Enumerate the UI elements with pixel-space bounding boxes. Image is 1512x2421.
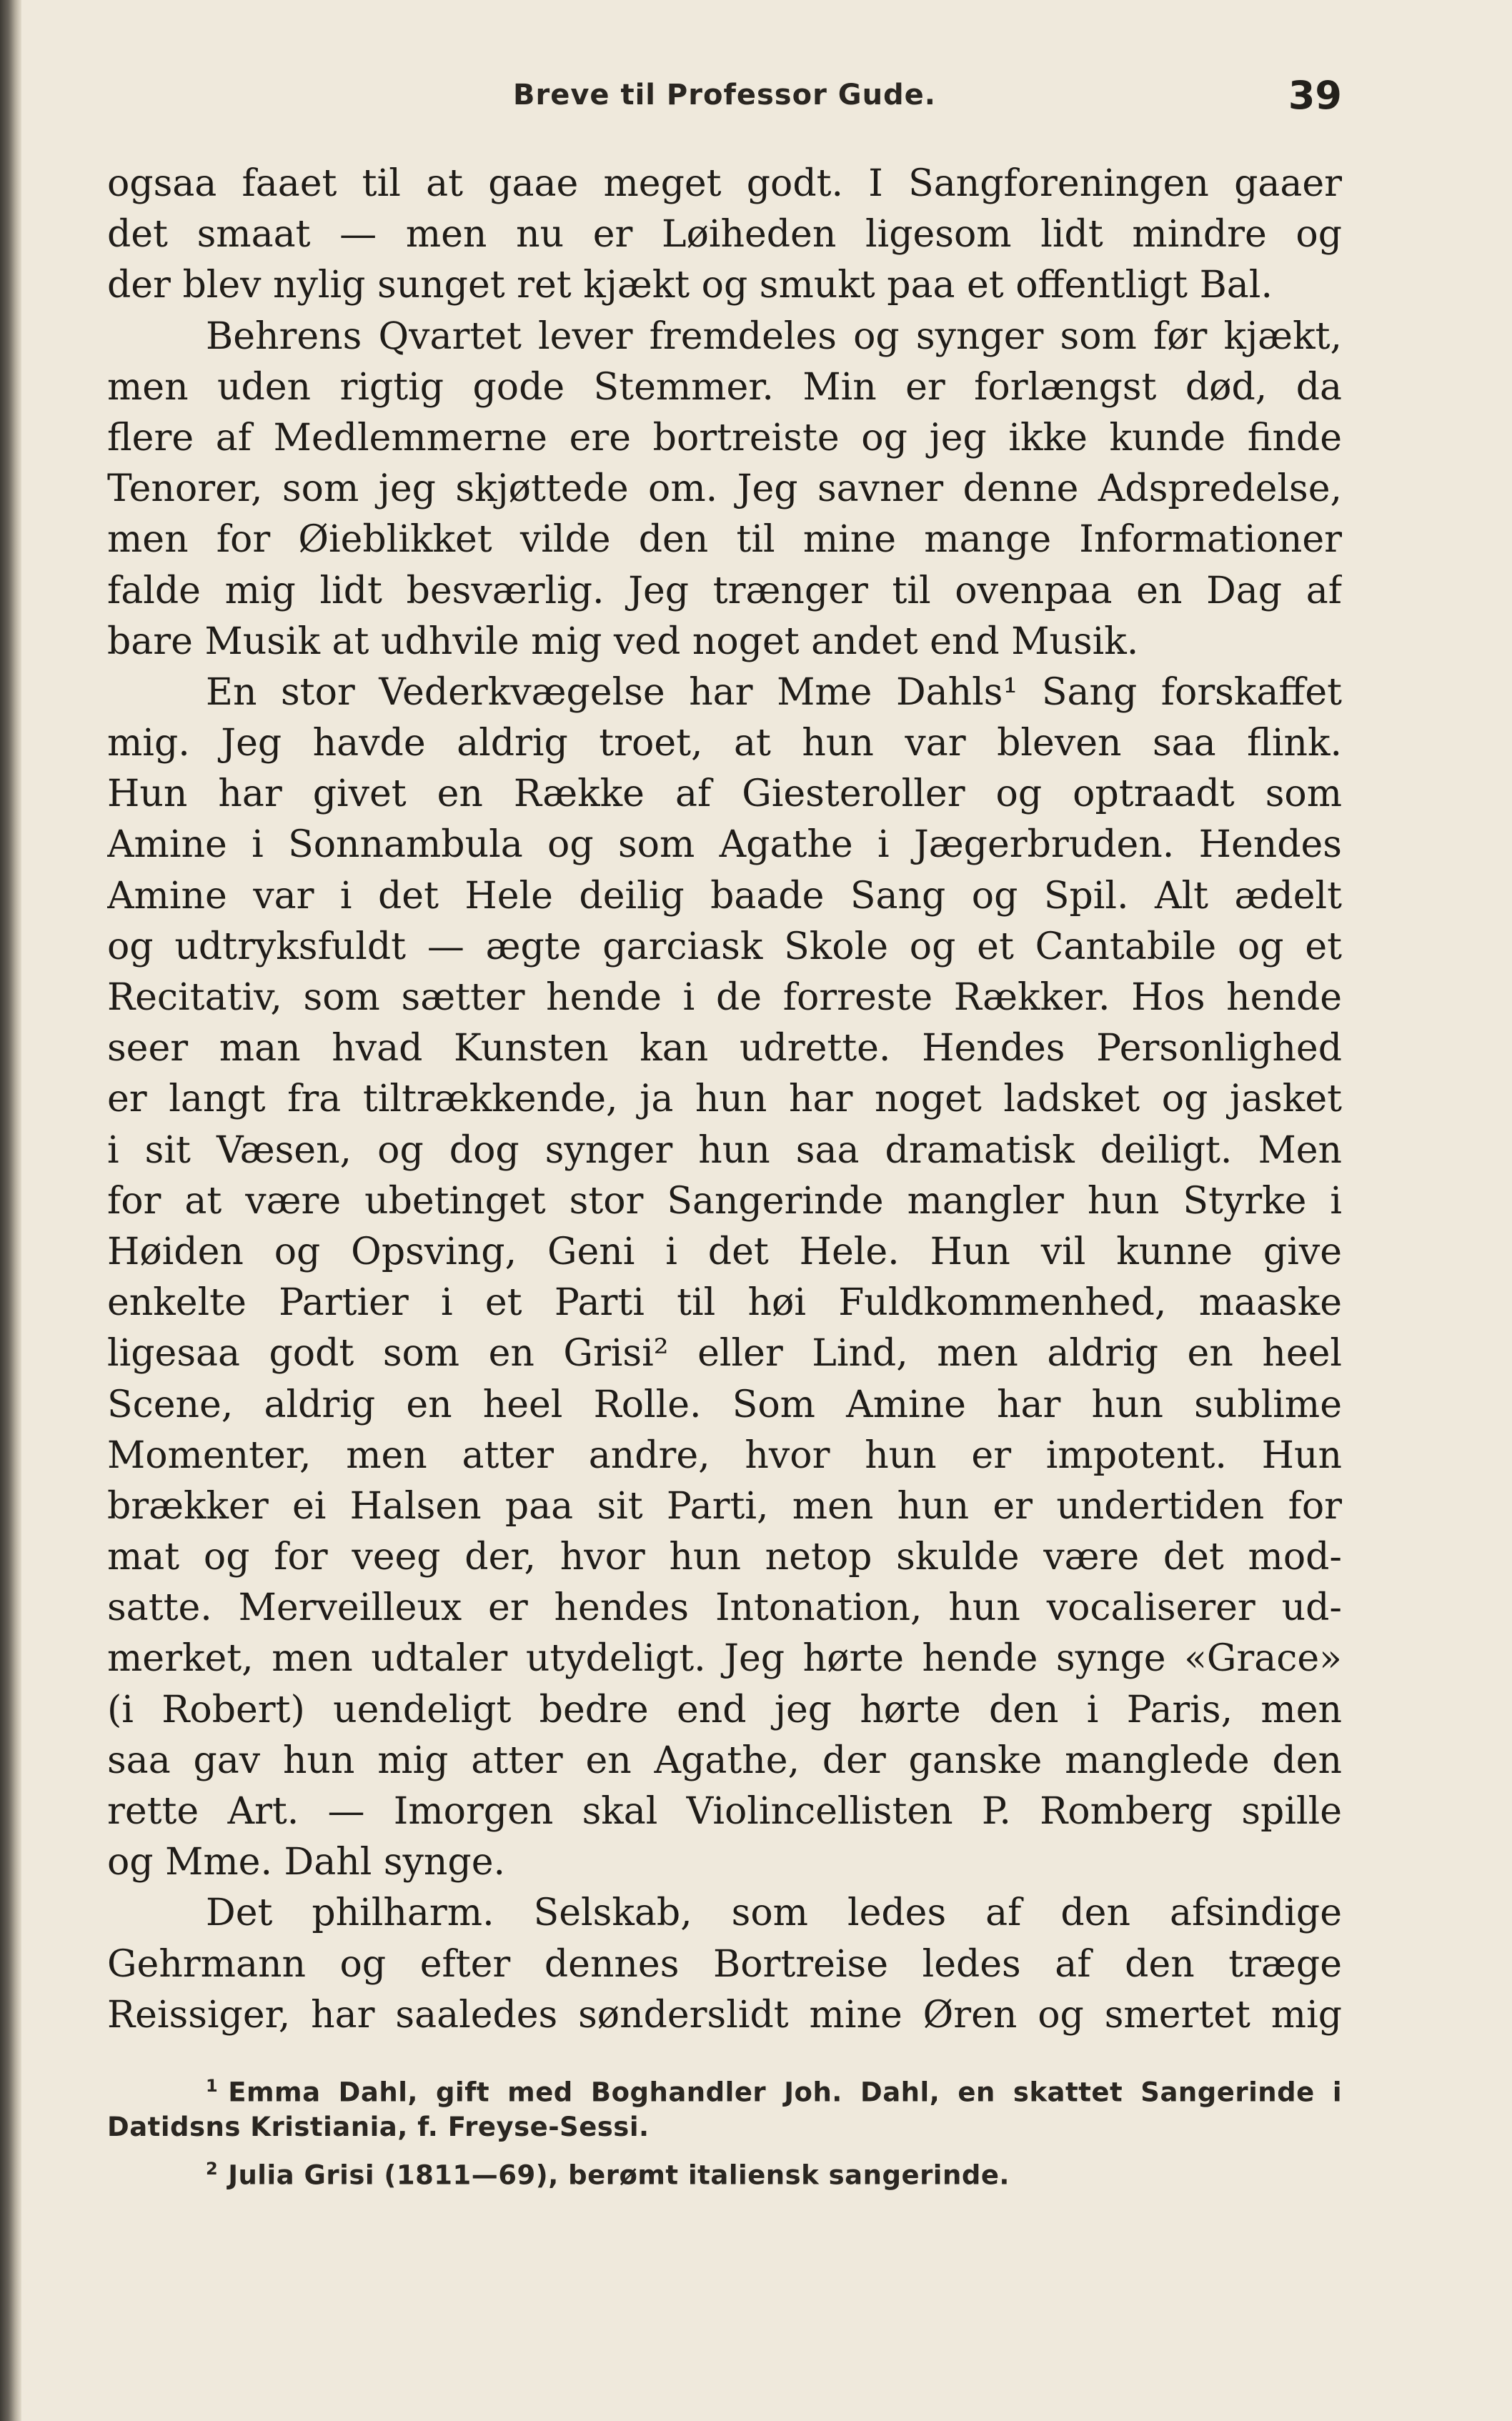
text-line: bare Musik at udhvile mig ved noget andet end Musik. — [107, 620, 1139, 663]
footnote-2-line-1 — [107, 2148, 1342, 2189]
page-number: 39 — [1288, 73, 1342, 118]
footnote-1-text: Emma Dahl, gift med Boghandler Joh. Dahl, en skattet Sangerinde i — [228, 2077, 1342, 2108]
text-line: for at være ubetinget stor Sangerinde mangler hun Styrke i — [107, 1179, 1342, 1223]
text-line: men for Øieblikket vilde den til mine mange Informationer — [107, 518, 1342, 562]
body-text — [107, 159, 1342, 2041]
text-line: Behrens Qvartet lever fremdeles og synger som før kjækt, — [206, 314, 1342, 358]
text-line: og udtryksfuldt — ægte garciask Skole og et Cantabile og et — [107, 925, 1342, 968]
text-line: ogsaa faaet til at gaae meget godt. I Sangforeningen gaaer — [107, 162, 1342, 205]
text-line: satte. Merveilleux er hendes Intonation, hun vocaliserer ud- — [107, 1586, 1342, 1630]
text-line: i sit Væsen, og dog synger hun saa dramatisk deiligt. Men — [107, 1128, 1342, 1172]
text-line: Recitativ, som sætter hende i de forreste Rækker. Hos hende — [107, 976, 1342, 1019]
text-line: Tenorer, som jeg skjøttede om. Jeg savner denne Adspredelse, — [107, 467, 1342, 511]
text-line: Scene, aldrig en heel Rolle. Som Amine har hun sublime — [107, 1383, 1342, 1426]
text-line: Gehrmann og efter dennes Bortreise ledes af den træge — [107, 1942, 1342, 1986]
text-line: merket, men udtaler utydeligt. Jeg hørte hende synge «Grace» — [107, 1637, 1342, 1681]
text-line: mat og for veeg der, hvor hun netop skulde være det mod- — [107, 1536, 1342, 1579]
running-head: Breve til Professor Gude. — [512, 79, 936, 111]
page-header — [107, 69, 1342, 126]
text-line: flere af Medlemmerne ere bortreiste og jeg ikke kunde finde — [107, 416, 1342, 459]
text-line: Amine i Sonnambula og som Agathe i Jægerbruden. Hendes — [107, 823, 1342, 867]
text-line: saa gav hun mig atter en Agathe, der ganske manglede den — [107, 1739, 1342, 1782]
book-spine-shadow — [0, 0, 21, 2421]
footnote-1-marker: 1 — [206, 2076, 219, 2096]
text-line: mig. Jeg havde aldrig troet, at hun var bleven saa flink. — [107, 722, 1342, 765]
footnotes — [107, 2065, 1342, 2189]
text-line: enkelte Partier i et Parti til høi Fuldkommenhed, maaske — [107, 1281, 1342, 1325]
text-line: (i Robert) uendeligt bedre end jeg hørte den i Paris, men — [107, 1688, 1342, 1731]
text-line: brækker ei Halsen paa sit Parti, men hun er undertiden for — [107, 1484, 1342, 1528]
text-line: Momenter, men atter andre, hvor hun er impotent. Hun — [107, 1433, 1342, 1477]
text-line: ligesaa godt som en Grisi² eller Lind, men aldrig en heel — [107, 1332, 1342, 1376]
text-line: En stor Vederkvægelse har Mme Dahls¹ Sang forskaffet — [206, 670, 1342, 714]
text-line: falde mig lidt besværlig. Jeg trænger til ovenpaa en Dag af — [107, 569, 1342, 612]
footnote-1-line-2: Datidsns Kristiania, f. Freyse-Sessi. — [107, 2112, 650, 2142]
text-line: Amine var i det Hele deilig baade Sang og Spil. Alt ædelt — [107, 874, 1342, 918]
text-line: Det philharm. Selskab, som ledes af den afsindige — [206, 1891, 1342, 1935]
text-line: der blev nylig sunget ret kjækt og smukt paa et offentligt Bal. — [107, 264, 1273, 307]
footnote-1-line-1 — [107, 2065, 1342, 2107]
text-line: men uden rigtig gode Stemmer. Min er forlængst død, da — [107, 365, 1342, 409]
text-line: Hun har givet en Række af Giesteroller og optraadt som — [107, 772, 1342, 816]
text-line: rette Art. — Imorgen skal Violincellisten P. Romberg spille — [107, 1790, 1342, 1833]
text-line: seer man hvad Kunsten kan udrette. Hendes Personlighed — [107, 1027, 1342, 1070]
footnote-2-marker: 2 — [206, 2159, 219, 2179]
text-line: det smaat — men nu er Løiheden ligesom lidt mindre og — [107, 213, 1342, 257]
text-line: Høiden og Opsving, Geni i det Hele. Hun vil kunne give — [107, 1230, 1342, 1273]
text-line: og Mme. Dahl synge. — [107, 1841, 505, 1884]
footnote-2-text: Julia Grisi (1811—69), berømt italiensk sangerinde. — [228, 2159, 1010, 2191]
text-line: er langt fra tiltrækkende, ja hun har noget ladsket og jasket — [107, 1078, 1342, 1121]
text-line: Reissiger, har saaledes sønderslidt mine Øren og smertet mig — [107, 1993, 1342, 2037]
